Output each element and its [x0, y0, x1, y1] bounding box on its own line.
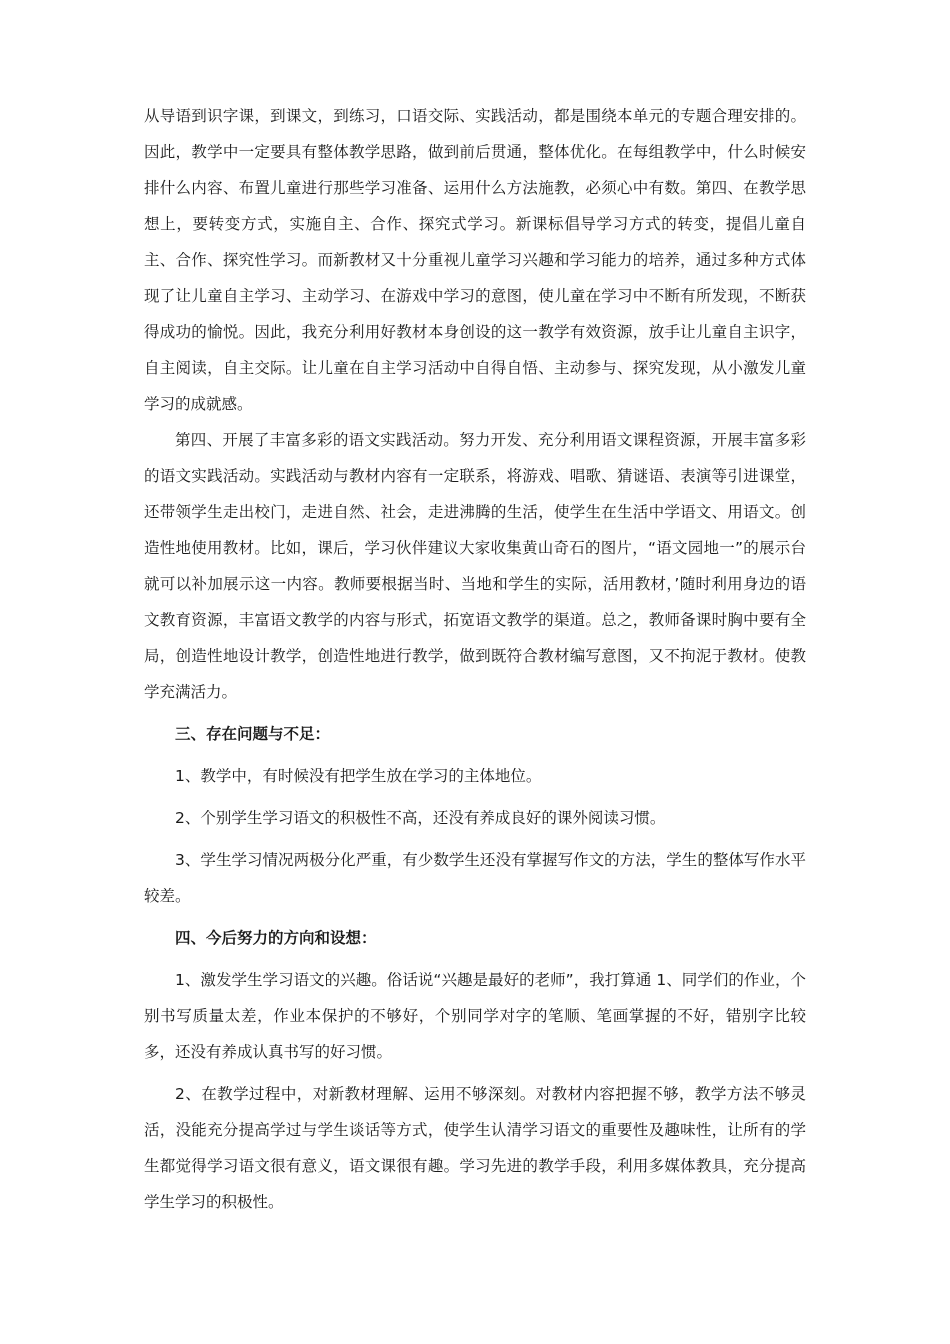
paragraph-overall-teaching: 从导语到识字课，到课文，到练习，口语交际、实践活动，都是围绕本单元的专题合理安排的。因此，教学中一定要具有整体教学思路，做到前后贯通，整体优化。在每组教学中，什么时候安排什么内容、布置儿童进行那些学习准备、运用什么方法施教，必须心中有数。第四、在教学思想上，要转变方式，实施自主、合作、探究式学习。新课标倡导学习方式的转变，提倡儿童自主、合作、探究性学习。而新教材又十分重视儿童学习兴趣和学习能力的培养，通过多种方式体现了让儿童自主学习、主动学习、在游戏中学习的意图，使儿童在学习中不断有所发现，不断获得成功的愉悦。因此，我充分利用好教材本身创设的这一教学有效资源，放手让儿童自主识字，自主阅读，自主交际。让儿童在自主学习活动中自得自悟、主动参与、探究发现，从小激发儿童学习的成就感。: [144, 107, 806, 413]
problem-item-1: 1、教学中，有时候没有把学生放在学习的主体地位。: [175, 767, 542, 785]
section-heading-future-plans: 四、今后努力的方向和设想：: [175, 929, 377, 947]
section-heading-problems: 三、存在问题与不足：: [175, 725, 331, 743]
plan-item-1: 1、激发学生学习语文的兴趣。俗话说“兴趣是最好的老师”，我打算通 1、同学们的作业，个别书写质量太差，作业本保护的不够好，个别同学对字的笔顺、笔画掌握的不好，错别字比较多，还没有养成认真书写的好习惯。: [144, 971, 806, 1061]
plan-item-2: 2、在教学过程中，对新教材理解、运用不够深刻。对教材内容把握不够，教学方法不够灵活，没能充分提高学过与学生谈话等方式，使学生认清学习语文的重要性及趣味性，让所有的学生都觉得学习语文很有意义，语文课很有趣。学习先进的教学手段，利用多媒体教具，充分提高学生学习的积极性。: [144, 1085, 806, 1211]
problem-item-2: 2、个别学生学习语文的积极性不高，还没有养成良好的课外阅读习惯。: [175, 809, 666, 827]
problem-item-3: 3、学生学习情况两极分化严重，有少数学生还没有掌握写作文的方法，学生的整体写作水平较差。: [144, 851, 806, 905]
document-body: [144, 98, 806, 1220]
paragraph-practice-activities: 第四、开展了丰富多彩的语文实践活动。努力开发、充分利用语文课程资源，开展丰富多彩的语文实践活动。实践活动与教材内容有一定联系，将游戏、唱歌、猜谜语、表演等引进课堂，还带领学生走出校门，走进自然、社会，走进沸腾的生活，使学生在生活中学语文、用语文。创造性地使用教材。比如，课后，学习伙伴建议大家收集黄山奇石的图片，“语文园地一”的展示台就可以补加展示这一内容。教师要根据当时、当地和学生的实际，活用教材，’随时利用身边的语文教育资源，丰富语文教学的内容与形式，拓宽语文教学的渠道。总之，教师备课时胸中要有全局，创造性地设计教学，创造性地进行教学，做到既符合教材编写意图，又不拘泥于教材。使教学充满活力。: [144, 431, 806, 701]
